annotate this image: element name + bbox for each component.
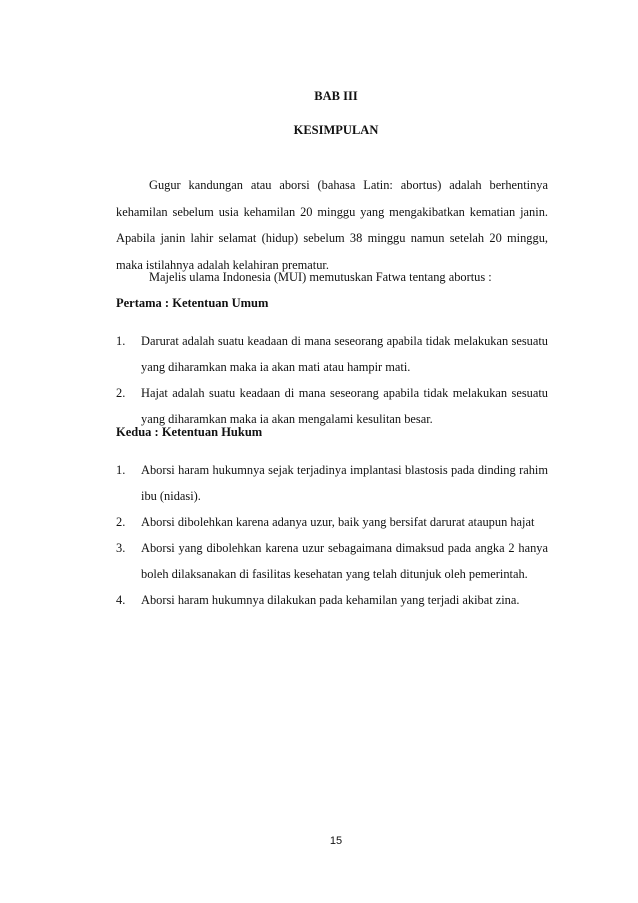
list-item-number: 1. bbox=[116, 334, 126, 348]
legal-provisions-list bbox=[116, 457, 548, 613]
list-item-text: Aborsi yang dibolehkan karena uzur sebagaimana dimaksud pada angka 2 hanya boleh dilaksanakan di fasilitas kesehatan yang telah ditunjuk oleh pemerintah. bbox=[141, 541, 548, 581]
list-item bbox=[116, 457, 548, 509]
list-item-text: Aborsi haram hukumnya sejak terjadinya implantasi blastosis pada dinding rahim ibu (nidasi). bbox=[141, 463, 548, 503]
list-item-text: Darurat adalah suatu keadaan di mana seseorang apabila tidak melakukan sesuatu yang diharamkan maka ia akan mati atau hampir mati. bbox=[141, 334, 548, 374]
list-item-number: 4. bbox=[116, 593, 126, 607]
list-item bbox=[116, 587, 548, 613]
general-provisions-list bbox=[116, 328, 548, 432]
page-number: 15 bbox=[329, 835, 343, 847]
list-item-text: Hajat adalah suatu keadaan di mana seseorang apabila tidak melakukan sesuatu yang diharamkan maka ia akan mengalami kesulitan besar. bbox=[141, 386, 548, 426]
list-item-text: Aborsi dibolehkan karena adanya uzur, baik yang bersifat darurat ataupun hajat bbox=[141, 515, 535, 529]
list-item-number: 1. bbox=[116, 463, 126, 477]
chapter-heading: BAB III bbox=[314, 89, 358, 103]
chapter-title: KESIMPULAN bbox=[293, 123, 379, 137]
list-item-number: 3. bbox=[116, 541, 126, 555]
fatwa-intro-paragraph: Majelis ulama Indonesia (MUI) memutuskan Fatwa tentang abortus : bbox=[149, 270, 492, 284]
intro-paragraph: Gugur kandungan atau aborsi (bahasa Latin: abortus) adalah berhentinya kehamilan sebelum usia kehamilan 20 minggu yang mengakibatkan kematian janin. Apabila janin lahir selamat (hidup) sebelum 38 minggu namun setelah 20 minggu, maka istilahnya adalah kelahiran prematur. bbox=[116, 178, 548, 272]
list-item bbox=[116, 328, 548, 380]
list-item bbox=[116, 509, 548, 535]
section-heading-legal: Kedua : Ketentuan Hukum bbox=[116, 425, 263, 439]
list-item bbox=[116, 535, 548, 587]
list-item-text: Aborsi haram hukumnya dilakukan pada kehamilan yang terjadi akibat zina. bbox=[141, 593, 520, 607]
list-item-number: 2. bbox=[116, 515, 126, 529]
list-item-number: 2. bbox=[116, 386, 126, 400]
section-heading-general: Pertama : Ketentuan Umum bbox=[116, 296, 269, 310]
